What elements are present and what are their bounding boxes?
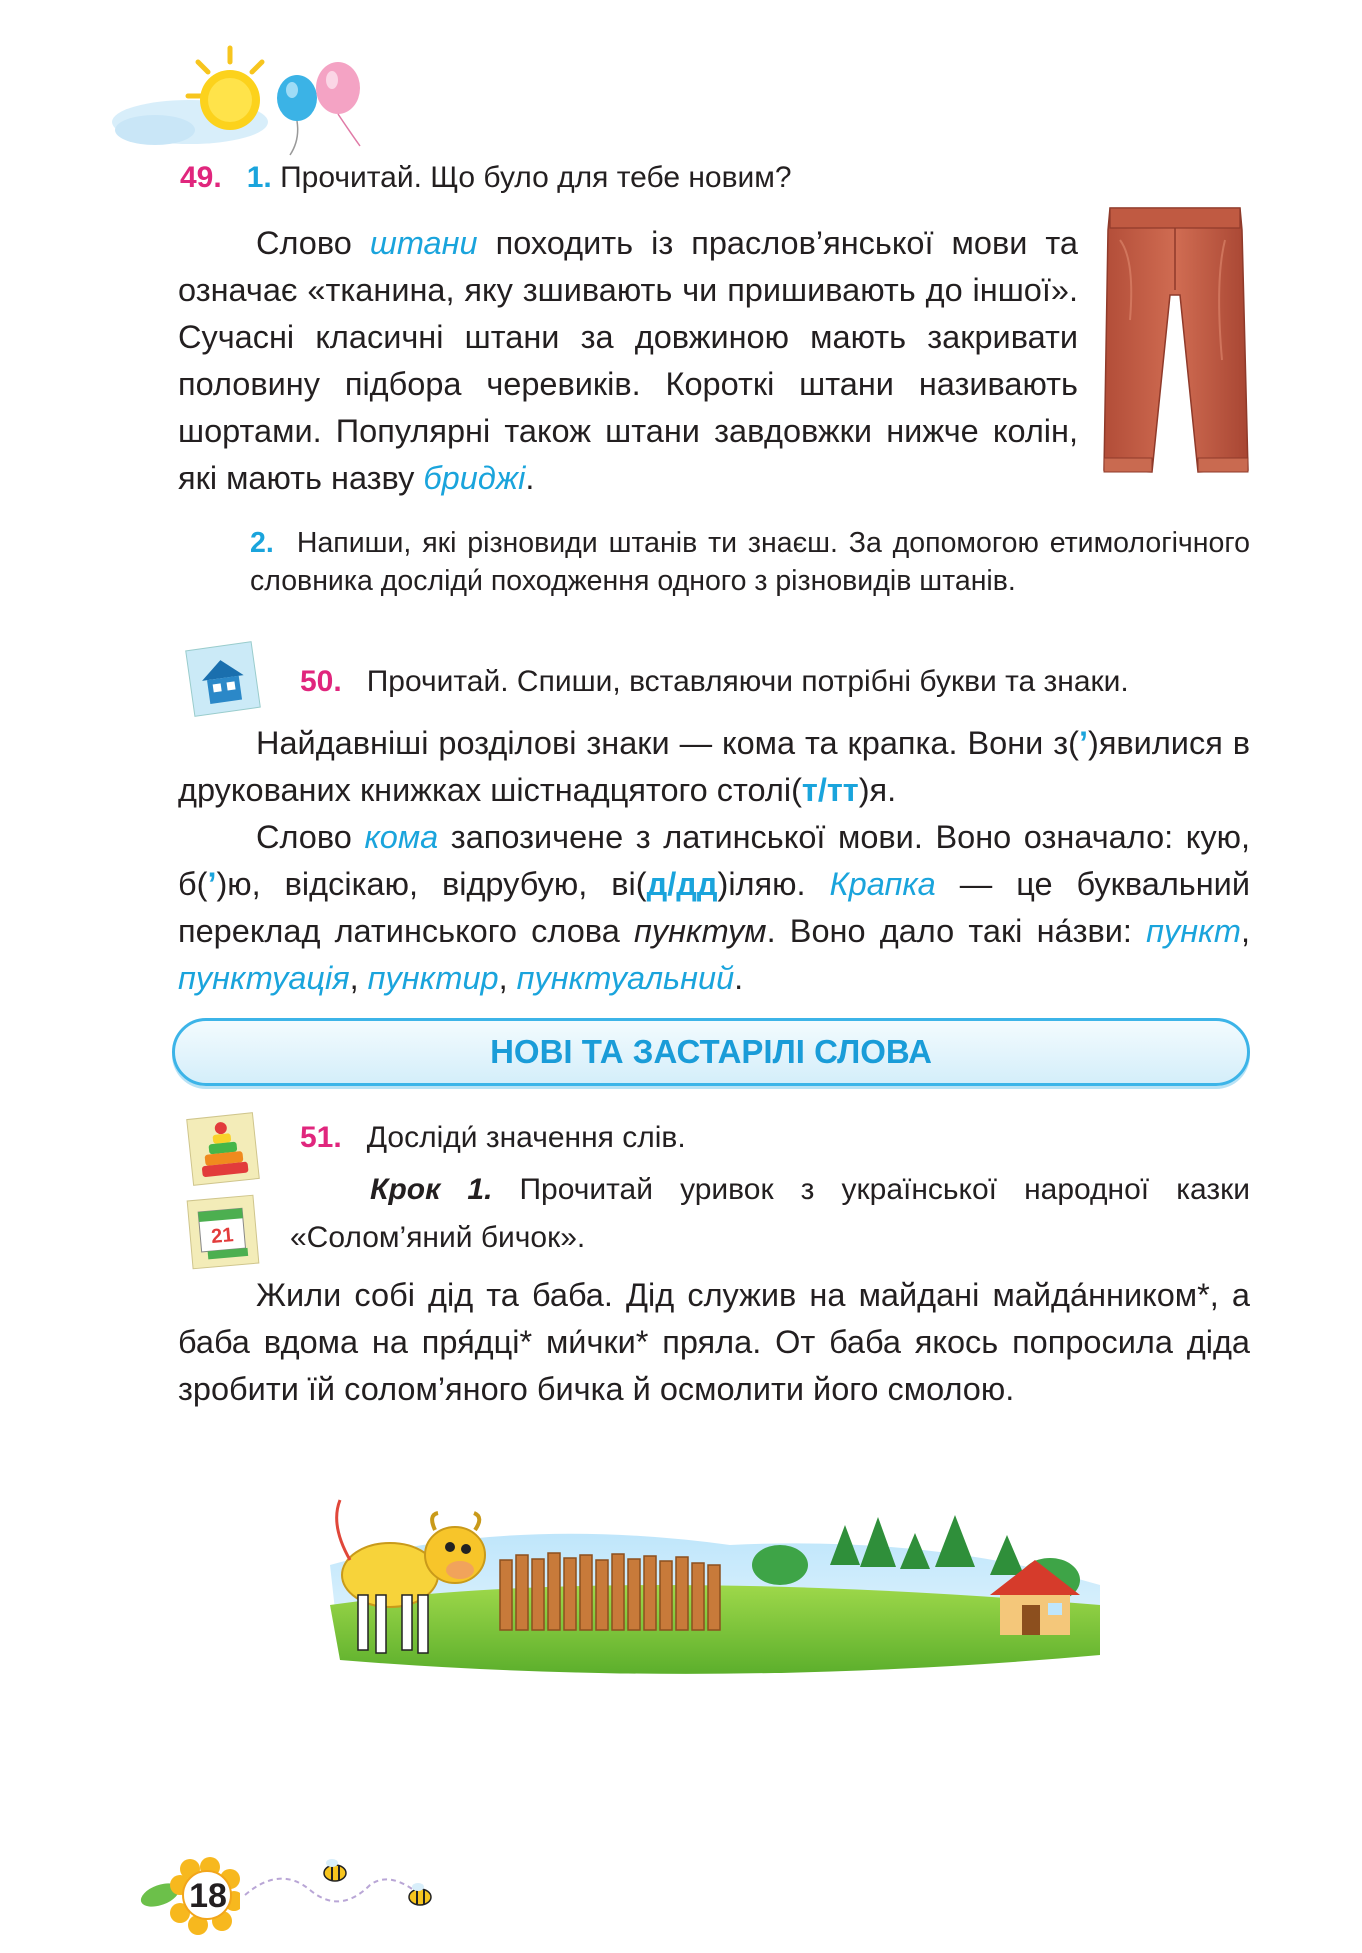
word-punktuatsiia: пунктуація [178,960,350,996]
ex51-number: 51. [300,1121,342,1154]
ex49-header [180,158,792,198]
ex50-p1-text-b: )явилися в друкованих книжках шістнадцятого столі( [178,725,1250,808]
ex49-sub1-number: 1. [246,161,272,194]
ex50-p2-text-c: )ю, відсікаю, відрубую, ві( [216,866,647,902]
word-bridzhi: бриджі [423,460,526,496]
ex49-subtask-2 [250,524,1250,600]
separator: , [498,960,517,996]
ex50-p2-text-b: запозичене з латинської мови. Воно означало: кую, б( [178,819,1250,902]
ex50-header [300,662,1129,702]
ex51-story [178,1272,1250,1413]
pants-illustration [1100,200,1250,490]
ex50-p2-choice: д/дд [646,866,718,902]
word-punktualnyi: пунктуальний [516,960,735,996]
ex50-p2-apostrophe: ’ [207,866,217,902]
separator: , [1240,913,1250,949]
ex50-p1-text-a: Найдавніші розділові знаки — кома та крапка. Вони з( [256,725,1079,761]
ex50-p1-text-c: )я. [858,772,897,808]
fairy-tale-illustration [310,1455,1110,1680]
ex51-instruction: Досліди́ значення слів. [366,1121,686,1154]
ex50-p2-text-e: — це буквальний переклад латинського слова [178,866,1250,949]
ex49-text-start: Слово [256,225,370,261]
home-task-icon [182,638,264,720]
sun-balloons-decoration [110,40,390,170]
calendar-icon [182,1190,264,1274]
ex49-sub2-number: 2. [250,527,274,559]
section-title: НОВІ ТА ЗАСТАРІЛІ СЛОВА [490,1033,932,1070]
separator: , [349,960,368,996]
ex49-sub2-text: Напиши, які різновиди штанів ти знаєш. За допомогою етимологічного словника досліди́ походження одного з різновидів штанів. [250,527,1250,597]
ex51-step-1 [290,1166,1250,1262]
word-punktyr: пунктир [367,960,499,996]
ex49-text-rest: походить із праслов’янської мови та означає «тканина, яку зшивають чи пришивають до іншої». Сучасні класичні штани за довжиною мають закривати половину підбора черевиків. Короткі штани називають шортами. Популярні також штани завдовжки нижче колін, які мають назву [178,225,1078,496]
section-banner [172,1018,1250,1086]
ex50-p2-end: . [734,960,744,996]
word-punktum: пунктум [633,913,767,949]
calendar-icon-label: 21 [210,1224,235,1248]
ex51-story-text: Жили собі дід та баба. Дід служив на майдані майда́нником*, а баба вдома на пря́дці* ми́чки* пряла. От баба якось попросила діда зробити їй солом’яного бичка й осмолити його смолою. [178,1277,1250,1407]
ex51-header [300,1118,686,1158]
ex50-p1-apostrophe: ’ [1078,725,1088,761]
word-krapka: Крапка [829,866,936,902]
page-number: 18 [189,1877,227,1915]
ex50-paragraph-2 [178,814,1250,1002]
word-punkt: пункт [1146,913,1241,949]
word-koma: кома [364,819,439,855]
ex49-paragraph [178,220,1078,502]
ex50-p2-text-d: )іляю. [717,866,830,902]
ex49-sub1-text: Прочитай. Що було для тебе новим? [280,161,792,194]
ex51-step-text: Прочитай уривок з української народної казки «Солом’яний бичок». [290,1173,1250,1254]
word-shtany: штани [369,225,478,261]
ex49-number: 49. [180,161,222,194]
ex51-step-label: Крок 1. [370,1173,493,1206]
ex50-p2-text-f: . Воно дало такі на́зви: [766,913,1147,949]
ex50-p1-choice: т/тт [801,772,859,808]
ex50-instruction: Прочитай. Спиши, вставляючи потрібні букви та знаки. [366,665,1129,698]
ex50-number: 50. [300,665,342,698]
pyramid-toy-icon [182,1108,264,1190]
ex49-text-end: . [525,460,535,496]
ex50-p2-text-a: Слово [256,819,365,855]
ex50-paragraph-1 [178,720,1250,814]
bees-decoration [240,1855,440,1925]
